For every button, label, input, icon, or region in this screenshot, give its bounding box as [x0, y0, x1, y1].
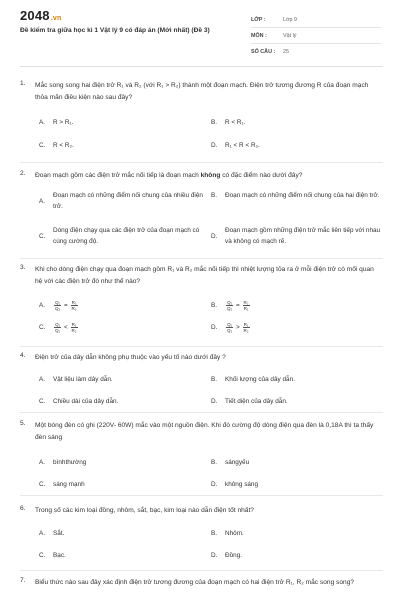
option-letter: C.	[39, 398, 46, 405]
option-formula	[225, 300, 331, 311]
question-text: Một bóng đèn có ghi (220V- 60W) mắc vào một nguồn điện. Khi đó cường độ dòng điện qua đèn là 0,18A thì ta thấy đèn sáng	[35, 422, 374, 441]
question-4	[20, 352, 385, 407]
option-letter: C.	[39, 324, 46, 332]
question-number: 6.	[20, 505, 26, 512]
option-text: R < R₂.	[53, 142, 74, 149]
option-c[interactable]	[39, 322, 159, 333]
logo-text: 2048	[20, 8, 50, 23]
option-letter: B.	[211, 119, 218, 126]
fraction-lhs: $\frac{\text{Q₁}}{\text{Q₂}}$	[227, 300, 233, 311]
option-letter: D.	[211, 398, 218, 405]
option-c[interactable]	[39, 550, 199, 561]
meta-key: SỐ CÂU :	[251, 49, 276, 55]
option-letter: A.	[39, 197, 46, 205]
option-a[interactable]	[39, 117, 189, 128]
fraction-rhs: $\frac{\text{R₁}}{\text{R₂}}$	[243, 322, 249, 333]
question-text: Trong số các kim loại đồng, nhôm, sắt, bạc, kim loại nào dẫn điện tốt nhất?	[35, 507, 254, 514]
option-c[interactable]	[39, 479, 199, 490]
option-a[interactable]	[39, 190, 214, 212]
fraction-lhs: $\frac{\text{Q₁}}{\text{Q₂}}$	[227, 322, 233, 333]
formula-operator: =	[236, 302, 240, 310]
option-letter: A.	[39, 530, 46, 537]
option-a[interactable]	[39, 374, 199, 385]
option-text: Tiết diện của dây dẫn.	[225, 398, 288, 405]
option-letter: C.	[39, 552, 46, 559]
fraction-rhs: $\frac{\text{R₁}}{\text{R₂}}$	[71, 300, 77, 311]
option-letter: D.	[211, 232, 218, 240]
option-b[interactable]	[211, 190, 381, 201]
option-letter: B.	[211, 459, 218, 466]
question-text-part: Đoạn mạch gồm các điện trở mắc nối tiếp là đoạn mạch	[35, 172, 201, 179]
page-header	[0, 0, 400, 62]
option-b[interactable]	[211, 374, 371, 385]
fraction-lhs: $\frac{\text{Q₁}}{\text{Q₂}}$	[55, 300, 61, 311]
logo-suffix: .vn	[50, 15, 62, 22]
option-formula	[53, 300, 159, 311]
site-logo[interactable]	[20, 8, 61, 23]
question-2	[20, 170, 385, 255]
meta-value: Vật lý	[283, 32, 297, 39]
formula-operator: <	[64, 324, 68, 332]
question-number: 7.	[20, 577, 26, 584]
question-number: 3.	[20, 264, 26, 271]
option-letter: B.	[211, 530, 218, 537]
option-c[interactable]	[39, 396, 199, 407]
option-d[interactable]	[211, 396, 371, 407]
meta-key: LỚP :	[251, 16, 266, 23]
option-letter: A.	[39, 459, 46, 466]
option-letter: B.	[211, 376, 218, 383]
option-formula	[53, 322, 159, 333]
question-7	[20, 577, 385, 600]
question-divider	[20, 162, 383, 163]
option-c[interactable]	[39, 225, 214, 247]
option-letter: A.	[39, 376, 46, 383]
formula-operator: >	[236, 324, 240, 332]
option-text: bìnhthường	[53, 459, 87, 466]
option-text: Nhôm.	[225, 530, 244, 537]
question-6	[20, 505, 385, 565]
question-number: 4.	[20, 352, 26, 359]
question-divider	[20, 346, 383, 347]
question-divider	[20, 570, 383, 571]
meta-key: MÔN :	[251, 32, 267, 39]
question-1	[20, 80, 385, 155]
option-d[interactable]	[211, 140, 361, 151]
fraction-lhs: $\frac{\text{Q₁}}{\text{Q₂}}$	[55, 322, 61, 333]
option-letter: D.	[211, 142, 218, 149]
option-text: Sắt.	[53, 530, 65, 537]
option-text: R < R₁.	[225, 119, 246, 126]
question-text-part: có đặc điểm nào dưới đây?	[220, 172, 303, 179]
fraction-rhs: $\frac{\text{R₂}}{\text{R₁}}$	[243, 300, 249, 311]
question-text: Điện trở của dây dẫn không phụ thuộc vào yếu tố nào dưới đây ?	[35, 354, 226, 361]
meta-row-count	[251, 44, 381, 60]
question-divider	[20, 495, 383, 496]
option-a[interactable]	[39, 457, 199, 468]
question-number: 2.	[20, 170, 26, 177]
meta-row-class	[251, 12, 381, 28]
fraction-rhs: $\frac{\text{R₁}}{\text{R₂}}$	[71, 322, 77, 333]
option-b[interactable]	[211, 117, 361, 128]
option-letter: D.	[211, 552, 218, 559]
option-letter: B.	[211, 192, 218, 199]
meta-value: 25	[283, 49, 289, 55]
option-a[interactable]	[39, 300, 159, 311]
question-divider	[20, 258, 383, 259]
option-text: không sáng	[225, 481, 259, 488]
option-text: Dòng điện chạy qua các điện trở của đoạn mạch có cùng cường độ.	[53, 227, 200, 245]
meta-value: Lớp 9	[283, 16, 298, 23]
option-a[interactable]	[39, 528, 199, 539]
question-text: Mắc song song hai điện trở R₁ và R₂ (với R₁ > R₂) thành một đoạn mạch. Điện trở tương đương R của đoạn mạch thỏa mãn điều kiện nào sau đây?	[35, 82, 369, 101]
option-c[interactable]	[39, 140, 189, 151]
option-b[interactable]	[211, 528, 371, 539]
option-letter: D.	[211, 324, 218, 332]
option-letter: C.	[39, 232, 46, 240]
option-text: Khối lượng của dây dẫn.	[225, 376, 295, 383]
option-text: Vật liệu làm dây dẫn.	[53, 376, 113, 383]
exam-title: Đề kiểm tra giữa học kì 1 Vật lý 9 có đáp án (Mới nhất) (Đề 3)	[20, 27, 210, 34]
question-divider	[20, 412, 383, 413]
option-formula	[225, 322, 331, 333]
question-3	[20, 264, 385, 344]
option-b[interactable]	[211, 457, 371, 468]
exam-meta-table	[251, 12, 381, 60]
option-d[interactable]	[211, 550, 371, 561]
question-number: 5.	[20, 420, 26, 427]
meta-row-subject	[251, 28, 381, 44]
question-5	[20, 420, 385, 490]
question-text	[35, 170, 380, 182]
option-letter: A.	[39, 302, 46, 310]
option-d[interactable]	[211, 322, 331, 333]
question-text: Biểu thức nào sau đây xác định điện trở tương đương của đoạn mạch có hai điện trở R₁, R₂ mắc song song?	[35, 579, 355, 586]
question-text: Khi cho dòng điện chạy qua đoạn mạch gồm R₁ và R₂ mắc nối tiếp thì nhiệt lượng tỏa ra ở mỗi điện trở có mối quan hệ với các điện trở đó như thế nào?	[35, 266, 374, 285]
option-text: Đoạn mạch có những điểm nối chung của hai điện trở.	[225, 192, 380, 199]
option-d[interactable]	[211, 479, 371, 490]
formula-operator: =	[64, 302, 68, 310]
option-text: sángyếu	[225, 459, 250, 466]
option-text: Đoạn mạch có những điểm nối chung của nhiều điện trở.	[53, 192, 203, 210]
option-text: Đoạn mạch gồm những điện trở mắc liên tiếp với nhau và không có mạch rẽ.	[225, 227, 381, 245]
option-text: Bạc.	[53, 552, 66, 559]
option-letter: C.	[39, 481, 46, 488]
option-text: R > R₁.	[53, 119, 74, 126]
option-letter: D.	[211, 481, 218, 488]
question-number: 1.	[20, 80, 26, 87]
option-letter: B.	[211, 302, 218, 310]
option-text: Đồng.	[225, 552, 243, 559]
option-letter: A.	[39, 119, 46, 126]
option-letter: C.	[39, 142, 46, 149]
header-divider	[20, 66, 383, 67]
option-text: Chiều dài của dây dẫn.	[53, 398, 119, 405]
option-text: sáng mạnh	[53, 481, 85, 488]
option-d[interactable]	[211, 225, 381, 247]
option-text: R₁ < R < R₂.	[225, 142, 260, 149]
question-text-emphasis: không	[200, 172, 221, 179]
option-b[interactable]	[211, 300, 331, 311]
